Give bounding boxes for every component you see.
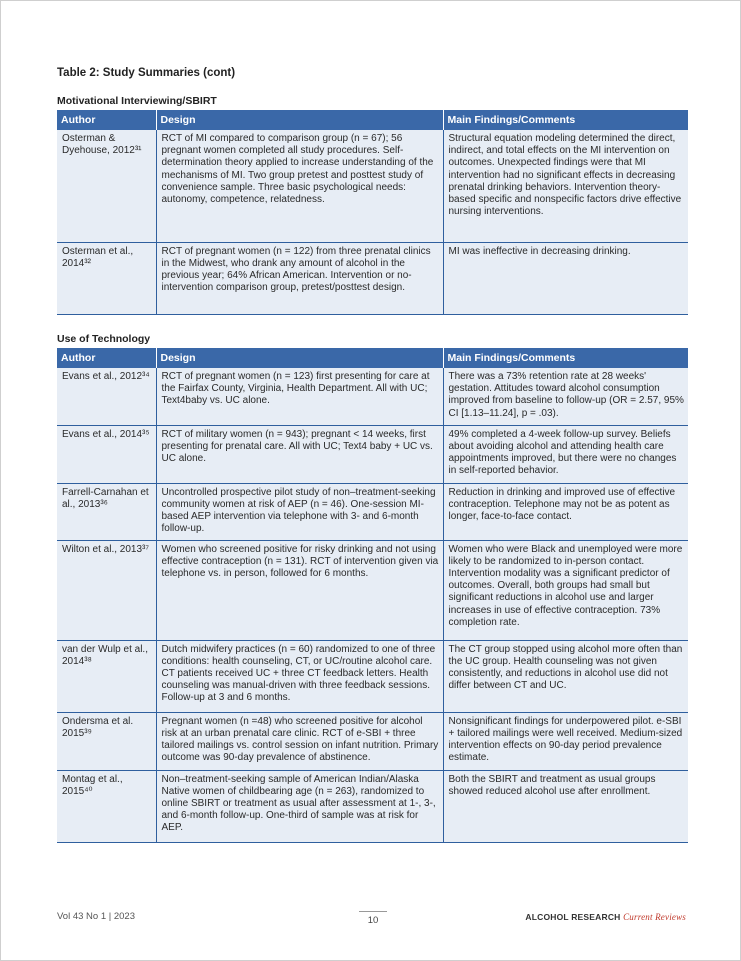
cell-findings: Both the SBIRT and treatment as usual groups showed reduced alcohol use after enrollment. (443, 770, 688, 842)
journal-name (525, 912, 686, 922)
cell-author: van der Wulp et al., 2014³⁸ (57, 640, 156, 712)
cell-design: Uncontrolled prospective pilot study of non–treatment-seeking community women at risk of AEP (n = 46). One-session MI-based AEP intervention via telephone with 3- and 6-month follow-up. (156, 483, 443, 540)
cell-author: Evans et al., 2014³⁵ (57, 425, 156, 483)
table-row (57, 640, 688, 712)
footer-volume: Vol 43 No 1 | 2023 (57, 911, 135, 922)
table-header-row (57, 348, 688, 368)
column-header-findings: Main Findings/Comments (443, 348, 688, 368)
column-header-author: Author (57, 110, 156, 130)
column-header-author: Author (57, 348, 156, 368)
cell-author: Farrell-Carnahan et al., 2013³⁶ (57, 483, 156, 540)
cell-author: Wilton et al., 2013³⁷ (57, 540, 156, 640)
table-row (57, 770, 688, 842)
cell-design: Women who screened positive for risky drinking and not using effective contraception (n = 131). RCT of intervention given via telephone vs. in person, followed for 6 months. (156, 540, 443, 640)
cell-author: Osterman & Dyehouse, 2012³¹ (57, 130, 156, 242)
cell-design: RCT of pregnant women (n = 122) from three prenatal clinics in the Midwest, who drank any amount of alcohol in the previous year; 64% African American. Intervention or no-intervention comparison group, pretest/posttest design. (156, 242, 443, 314)
table-row (57, 130, 688, 242)
cell-design: RCT of military women (n = 943); pregnant < 14 weeks, first presenting for prenatal care. All with UC; Text4 baby + UC vs. UC alone. (156, 425, 443, 483)
cell-findings: 49% completed a 4-week follow-up survey. Beliefs about avoiding alcohol and attending health care appointments improved, but there were no changes in self-reported behavior. (443, 425, 688, 483)
cell-findings: The CT group stopped using alcohol more often than the UC group. Health counseling was not given consistently, and reductions in alcohol use did not differ between CT and UC. (443, 640, 688, 712)
cell-findings: There was a 73% retention rate at 28 weeks' gestation. Attitudes toward alcohol consumption improved from baseline to follow-up (OR = 2.57, 95% CI [1.13–11.24], p = .03). (443, 368, 688, 425)
table-title: Table 2: Study Summaries (cont) (57, 67, 236, 79)
cell-design: Dutch midwifery practices (n = 60) randomized to one of three conditions: health counseling, CT, or UC/routine alcohol care. CT patients received UC + three CT feedback letters. Health counseling was manual-driven with three feedback sessions. Follow-up at 3 and 6 months. (156, 640, 443, 712)
cell-author: Osterman et al., 2014³² (57, 242, 156, 314)
column-header-design: Design (156, 110, 443, 130)
table-row (57, 368, 688, 425)
journal-title: ALCOHOL RESEARCH (525, 912, 621, 922)
table-row (57, 712, 688, 770)
table-mi-sbirt (57, 110, 688, 315)
cell-findings: Reduction in drinking and improved use of effective contraception. Telephone may not be as potent as longer, face-to-face contact. (443, 483, 688, 540)
cell-findings: Structural equation modeling determined the direct, indirect, and total effects on the MI intervention on outcomes. Unexpected findings were that MI intervention had no significant effects in decreasing prenatal drinking behaviors. Intervention theory-based specific and nonspecific factors drive effective nursing interventions. (443, 130, 688, 242)
column-header-findings: Main Findings/Comments (443, 110, 688, 130)
journal-subtitle: Current Reviews (623, 912, 686, 922)
cell-design: RCT of pregnant women (n = 123) first presenting for care at the Fairfax County, Virginia, Health Department. All with UC; Text4baby vs. UC alone. (156, 368, 443, 425)
table-use-of-technology (57, 348, 688, 843)
section-heading-technology: Use of Technology (57, 333, 151, 345)
table-header-row (57, 110, 688, 130)
column-header-design: Design (156, 348, 443, 368)
cell-author: Ondersma et al. 2015³⁹ (57, 712, 156, 770)
cell-author: Montag et al., 2015⁴⁰ (57, 770, 156, 842)
cell-findings: MI was ineffective in decreasing drinking. (443, 242, 688, 314)
table-row (57, 483, 688, 540)
table-row (57, 242, 688, 314)
section-heading-mi-sbirt: Motivational Interviewing/SBIRT (57, 95, 217, 107)
cell-design: RCT of MI compared to comparison group (n = 67); 56 pregnant women completed all study procedures. Self-determination theory applied to increase understanding of the mechanisms of MI. Two group pretest and posttest study of convenience sample. Three basic psychological needs: autonomy, competence, relatedness. (156, 130, 443, 242)
cell-findings: Women who were Black and unemployed were more likely to be randomized to in-person contact. Intervention modality was a significant predictor of outcomes. Overall, both groups had small but significant reductions in alcohol use and larger increases in use of effective contraception. 73% completion rate. (443, 540, 688, 640)
cell-findings: Nonsignificant findings for underpowered pilot. e-SBI + tailored mailings were well received. Medium-sized intervention effects on 90-day period prevalence estimate. (443, 712, 688, 770)
cell-design: Non–treatment-seeking sample of American Indian/Alaska Native women of childbearing age (n = 263), randomized to online SBIRT or treatment as usual after assessment at 1-, 3-, and 6-month follow-up. One-third of sample was at risk for AEP. (156, 770, 443, 842)
cell-author: Evans et al., 2012³⁴ (57, 368, 156, 425)
page-number: 10 (359, 911, 387, 926)
table-row (57, 425, 688, 483)
cell-design: Pregnant women (n =48) who screened positive for alcohol risk at an urban prenatal care clinic. RCT of e-SBI + three tailored mailings vs. control session on infant nutrition. Primary outcome was 90-day prevalence of abstinence. (156, 712, 443, 770)
table-row (57, 540, 688, 640)
